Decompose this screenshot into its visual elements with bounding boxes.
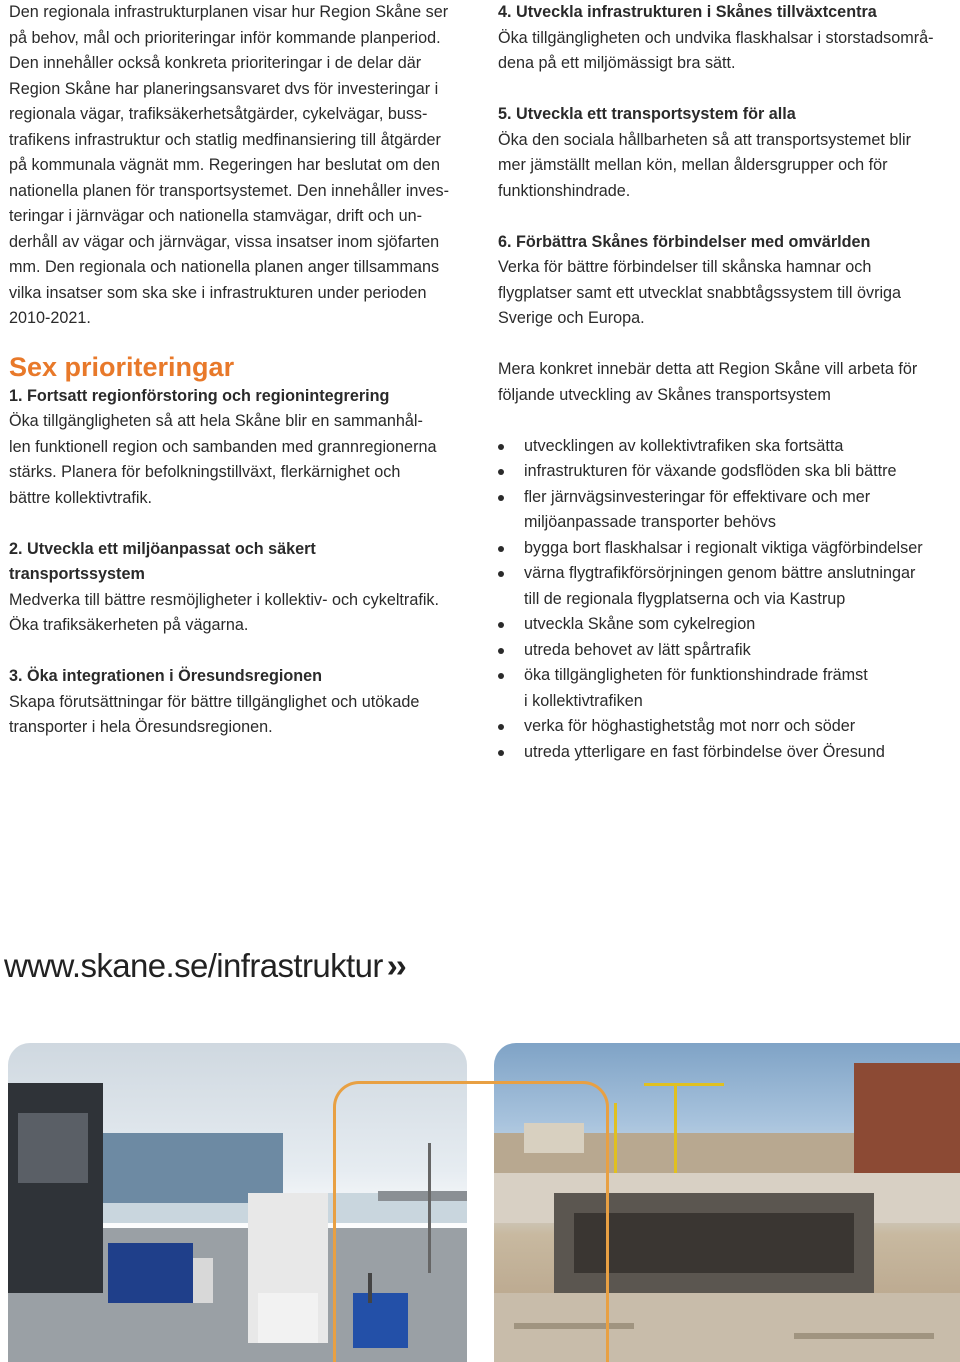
priority-body (9, 690, 471, 741)
text-line: värna flygtrafikförsörjningen genom bättre anslutningar (524, 564, 916, 582)
list-item (498, 536, 953, 562)
text-line: mer jämställt mellan kön, mellan åldersgrupper och för (498, 156, 888, 174)
text-line: 2010-2021. (9, 309, 91, 327)
priority-title (9, 664, 471, 690)
text-line: Öka tillgängligheten så att hela Skåne blir en sammanhål- (9, 412, 423, 430)
text-line: 1. Fortsatt regionförstoring och regionintegrering (9, 386, 390, 405)
list-item (498, 714, 953, 740)
right-column (498, 0, 953, 765)
list-item (498, 459, 953, 485)
text-line: 5. Utveckla ett transportsystem för alla (498, 105, 796, 123)
text-line: len funktionell region och sambanden med grannregionerna (9, 437, 437, 456)
text-line: vilka insatser som ska ske i infrastrukturen under perioden (9, 283, 427, 302)
text-line: trafikens infrastruktur och statlig medfinansiering till åtgärder (9, 130, 441, 149)
decorative-frame (333, 1081, 609, 1362)
text-line: till de regionala flygplatserna och via Kastrup (524, 589, 846, 608)
text-line: Öka trafiksäkerheten på vägarna. (9, 616, 249, 634)
text-line: Öka tillgängligheten och undvika flaskhalsar i storstadsområ- (498, 28, 934, 47)
bullet-icon (498, 724, 504, 730)
arrow-icon: ›› (386, 947, 405, 984)
bullet-icon (498, 495, 504, 501)
text-line: Skapa förutsättningar för bättre tillgänglighet och utökade (9, 692, 420, 711)
text-line: 4. Utveckla infrastrukturen i Skånes tillväxtcentra (498, 3, 877, 21)
development-list (498, 434, 953, 766)
text-line: regionala vägar, trafiksäkerhetsåtgärder, cykelvägar, buss- (9, 105, 428, 123)
priority-body (498, 255, 953, 332)
bullet-icon (498, 648, 504, 654)
text-line: transportssystem (9, 565, 145, 583)
text-line: 3. Öka integrationen i Öresundsregionen (9, 667, 323, 685)
footer-link[interactable] (4, 942, 405, 990)
priority-6 (498, 230, 953, 332)
priority-body (9, 588, 471, 639)
priority-body (498, 26, 953, 77)
text-line: stärks. Planera för befolkningstillväxt, flerkärnighet och (9, 463, 401, 481)
text-line: följande utveckling av Skånes transportsystem (498, 385, 831, 404)
priority-title (9, 537, 471, 588)
text-line: Öka den sociala hållbarheten så att transportsystemet blir (498, 130, 911, 149)
text-line: Verka för bättre förbindelser till skånska hamnar och (498, 258, 872, 276)
text-line: utvecklingen av kollektivtrafiken ska fortsätta (524, 436, 844, 455)
intro-paragraph (9, 0, 471, 332)
text-line: transporter i hela Öresundsregionen. (9, 718, 273, 736)
text-line: dena på ett miljömässigt bra sätt. (498, 54, 736, 72)
priority-2 (9, 537, 471, 639)
bullet-icon (498, 622, 504, 628)
text-line: infrastrukturen för växande godsflöden ska bli bättre (524, 462, 897, 480)
priority-4 (498, 0, 953, 77)
bullet-icon (498, 571, 504, 577)
text-line: Region Skåne har planeringsansvaret dvs för investeringar i (9, 79, 439, 98)
bullet-icon (498, 750, 504, 756)
list-item (498, 434, 953, 460)
priority-1 (9, 384, 471, 512)
list-item (498, 638, 953, 664)
text-line: teringar i järnvägar och nationella stamvägar, drift och un- (9, 207, 423, 225)
text-line: utveckla Skåne som cykelregion (524, 615, 756, 633)
bullet-icon (498, 673, 504, 679)
list-item (498, 612, 953, 638)
list-item (498, 561, 953, 612)
text-line: derhåll av vägar och järnvägar, vissa insatser inom sjöfarten (9, 232, 440, 251)
priority-title (498, 230, 953, 256)
text-line: Den regionala infrastrukturplanen visar hur Region Skåne ser (9, 3, 449, 21)
text-line: på behov, mål och prioriteringar inför kommande planperiod. (9, 28, 441, 47)
text-line: utreda ytterligare en fast förbindelse över Öresund (524, 742, 885, 761)
priority-5 (498, 102, 953, 204)
priority-body (498, 128, 953, 205)
list-item (498, 485, 953, 536)
bullet-icon (498, 546, 504, 552)
list-item (498, 740, 953, 766)
text-line: öka tillgängligheten för funktionshindrade främst (524, 666, 868, 684)
text-line: flygplatser samt ett utvecklat snabbtågssystem till övriga (498, 283, 902, 302)
footer-url[interactable]: www.skane.se/infrastruktur (4, 947, 383, 984)
text-line: funktionshindrade. (498, 181, 631, 200)
text-line: bygga bort flaskhalsar i regionalt viktiga vägförbindelser (524, 538, 923, 557)
text-line: miljöanpassade transporter behövs (524, 513, 776, 531)
left-column (9, 0, 471, 741)
text-line: utreda behovet av lätt spårtrafik (524, 640, 751, 659)
text-line: på kommunala vägnät mm. Regeringen har beslutat om den (9, 156, 441, 174)
priority-body (9, 409, 471, 511)
text-line: bättre kollektivtrafik. (9, 488, 153, 507)
text-line: Medverka till bättre resmöjligheter i kollektiv- och cykeltrafik. (9, 590, 440, 609)
text-line: 2. Utveckla ett miljöanpassat och säkert (9, 539, 316, 558)
bullet-icon (498, 469, 504, 475)
priority-title (498, 102, 953, 128)
text-line: Den innehåller också konkreta prioriteringar i de delar där (9, 54, 422, 72)
text-line: nationella planen för transportsystemet. Den innehåller inves- (9, 181, 450, 200)
text-line: verka för höghastighetståg mot norr och söder (524, 717, 856, 735)
priority-3 (9, 664, 471, 741)
priority-title (498, 0, 953, 26)
text-line: fler järnvägsinvesteringar för effektivare och mer (524, 487, 871, 506)
text-line: Mera konkret innebär detta att Region Skåne vill arbeta för (498, 360, 918, 378)
priority-title (9, 384, 471, 410)
section-title: Sex prioriteringar (9, 351, 235, 382)
concrete-intro (498, 357, 953, 408)
text-line: Sverige och Europa. (498, 309, 645, 327)
list-item (498, 663, 953, 714)
text-line: 6. Förbättra Skånes förbindelser med omvärlden (498, 232, 871, 251)
text-line: mm. Den regionala och nationella planen anger tillsammans (9, 258, 440, 276)
text-line: i kollektivtrafiken (524, 691, 643, 710)
bullet-icon (498, 444, 504, 450)
